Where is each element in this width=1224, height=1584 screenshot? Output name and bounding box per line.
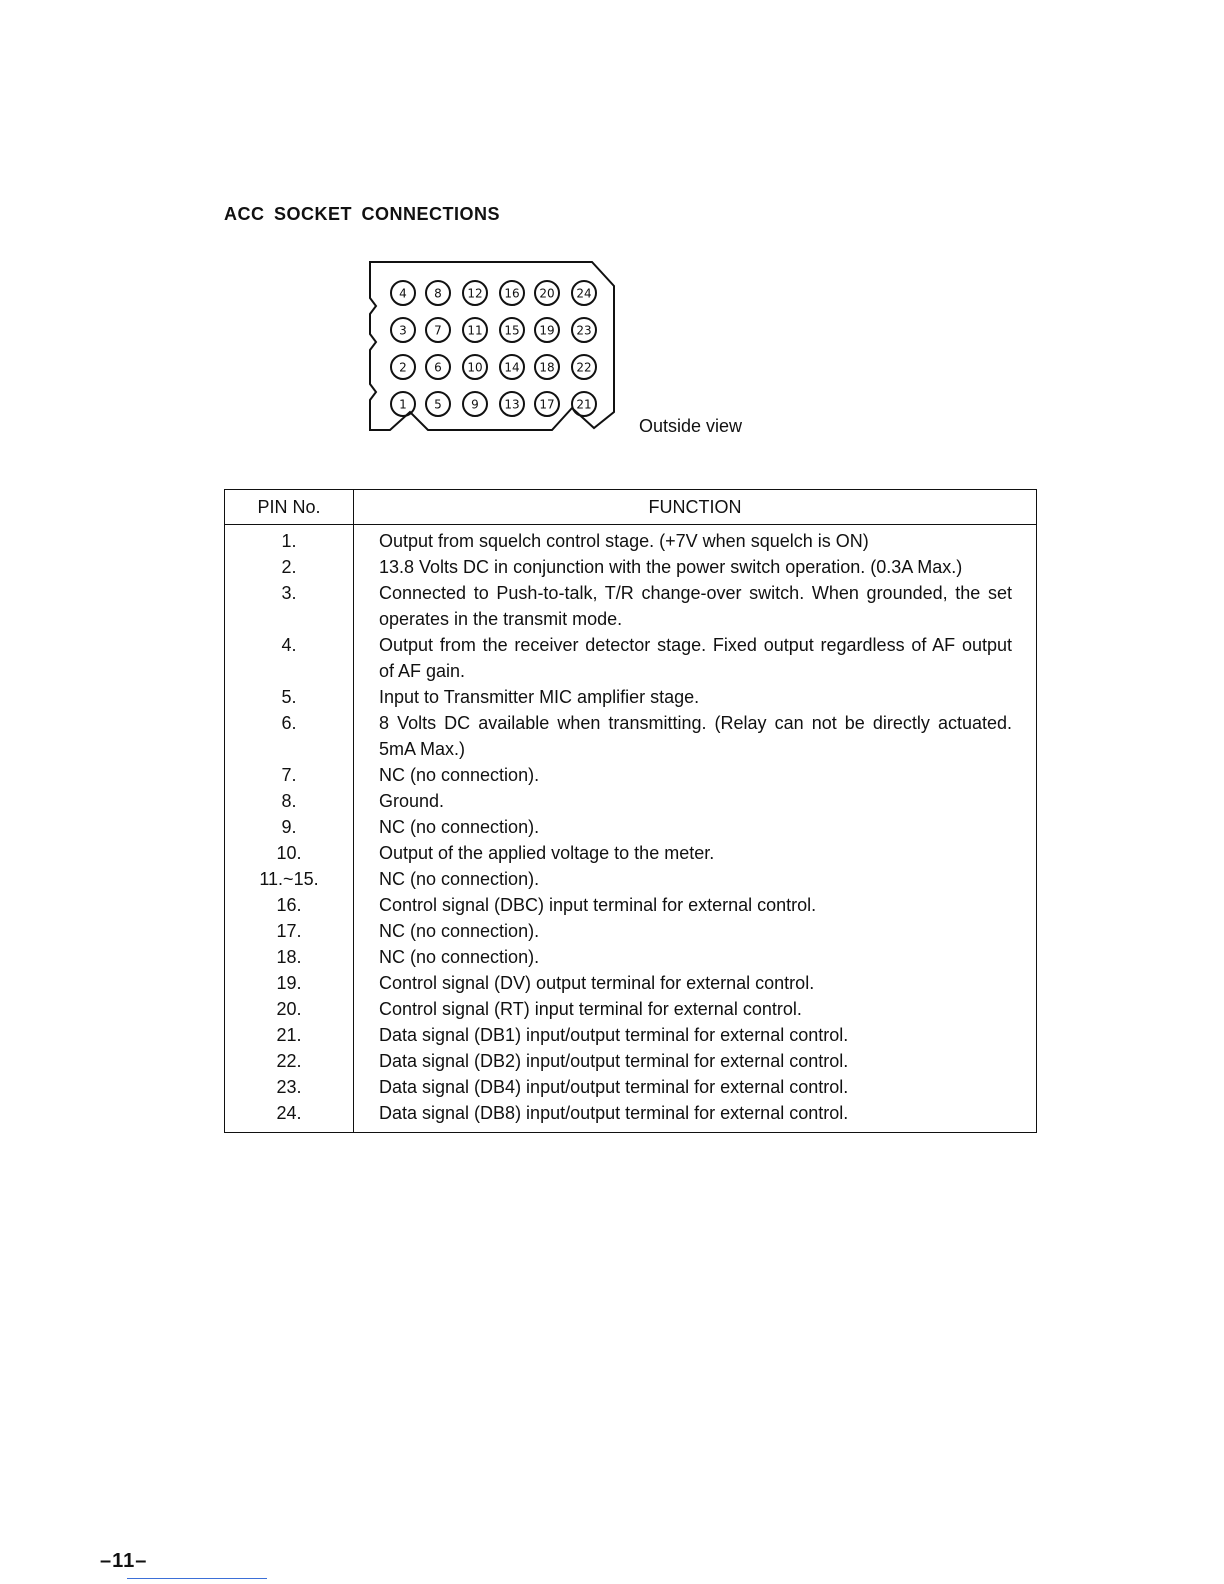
pin-grid	[391, 281, 596, 416]
socket-pin	[463, 318, 487, 342]
table-row	[225, 970, 1037, 996]
pin-number	[225, 866, 354, 892]
table-row	[225, 996, 1037, 1022]
table-row	[225, 788, 1037, 814]
pin-label: 21	[576, 397, 592, 412]
pin-function: Input to Transmitter MIC amplifier stage.	[379, 687, 700, 707]
page-number: –11–	[100, 1550, 148, 1572]
socket-pin	[500, 281, 524, 305]
pin-label: 14	[504, 360, 520, 375]
pin-number	[225, 918, 354, 944]
table-row	[225, 1074, 1037, 1100]
table-row	[225, 710, 1037, 762]
socket-pin	[535, 355, 559, 379]
pin-label: 3	[399, 323, 407, 338]
pin-number-text: 19.	[276, 973, 302, 993]
pin-label: 12	[467, 286, 483, 301]
pin-label: 20	[539, 286, 555, 301]
table-row	[225, 1100, 1037, 1133]
pin-label: 6	[434, 360, 442, 375]
pin-function: Ground.	[379, 791, 445, 811]
table-row	[225, 814, 1037, 840]
pin-number-text: 21.	[276, 1025, 302, 1045]
socket-pin	[535, 281, 559, 305]
socket-pin	[500, 355, 524, 379]
pin-label: 19	[539, 323, 555, 338]
socket-pin	[391, 355, 415, 379]
pin-function: NC (no connection).	[379, 817, 540, 837]
pin-number-text: 5.	[281, 687, 297, 707]
pin-number	[225, 1048, 354, 1074]
socket-pin	[500, 318, 524, 342]
socket-pin	[426, 318, 450, 342]
table-row	[225, 840, 1037, 866]
pin-number-text: 11.~15.	[259, 869, 319, 889]
pin-label: 9	[471, 397, 479, 412]
pin-number	[225, 710, 354, 762]
pin-number	[225, 996, 354, 1022]
socket-pin	[572, 281, 596, 305]
pin-function: NC (no connection).	[379, 947, 540, 967]
pin-function: Output from squelch control stage. (+7V when squelch is ON)	[379, 531, 869, 551]
pin-label: 2	[399, 360, 407, 375]
socket-pin	[535, 318, 559, 342]
section-title: ACC SOCKET CONNECTIONS	[224, 204, 501, 224]
pin-number	[225, 970, 354, 996]
pin-label: 17	[539, 397, 555, 412]
pin-function: 13.8 Volts DC in conjunction with the power switch operation. (0.3A Max.)	[379, 557, 963, 577]
pin-number-text: 16.	[276, 895, 302, 915]
pin-number-text: 8.	[281, 791, 297, 811]
pin-function: Control signal (DV) output terminal for external control.	[379, 973, 815, 993]
table-row	[225, 1048, 1037, 1074]
pin-number	[225, 1022, 354, 1048]
pin-number	[225, 762, 354, 788]
pin-function: NC (no connection).	[379, 921, 540, 941]
pin-number-text: 1.	[281, 531, 297, 551]
pin-function: 8 Volts DC available when transmitting. (Relay can not be directly actuated. 5mA Max.)	[379, 713, 1012, 759]
pin-number-text: 9.	[281, 817, 297, 837]
acc-socket-diagram	[366, 258, 622, 440]
socket-pin	[572, 318, 596, 342]
pin-function: Control signal (DBC) input terminal for external control.	[379, 895, 817, 915]
pin-function: Output of the applied voltage to the meter.	[379, 843, 715, 863]
header-function: FUNCTION	[354, 490, 1037, 525]
table-header-row	[225, 490, 1037, 525]
pin-number	[225, 944, 354, 970]
pin-number-text: 18.	[276, 947, 302, 967]
socket-pin	[426, 392, 450, 416]
table-row	[225, 684, 1037, 710]
pin-function: Data signal (DB1) input/output terminal for external control.	[379, 1025, 849, 1045]
pin-number	[225, 554, 354, 580]
pin-function: Data signal (DB2) input/output terminal for external control.	[379, 1051, 849, 1071]
table-row	[225, 918, 1037, 944]
socket-pin	[391, 318, 415, 342]
pin-function-table	[224, 489, 1037, 1133]
pin-function: Control signal (RT) input terminal for external control.	[379, 999, 802, 1019]
pin-label: 22	[576, 360, 592, 375]
pin-function: Connected to Push-to-talk, T/R change-over switch. When grounded, the set operates in the transmit mode.	[379, 583, 1012, 629]
table-row	[225, 632, 1037, 684]
pin-number-text: 10.	[276, 843, 302, 863]
pin-label: 23	[576, 323, 592, 338]
socket-pin	[535, 392, 559, 416]
pin-label: 24	[576, 286, 592, 301]
footer-line	[127, 1578, 267, 1579]
pin-number-text: 3.	[281, 583, 297, 603]
table-row	[225, 892, 1037, 918]
diagram-caption: Outside view	[639, 416, 743, 436]
pin-number-text: 22.	[276, 1051, 302, 1071]
socket-pin	[500, 392, 524, 416]
pin-function: Data signal (DB4) input/output terminal for external control.	[379, 1077, 849, 1097]
pin-number	[225, 840, 354, 866]
socket-pin	[391, 281, 415, 305]
header-pin-no: PIN No.	[225, 490, 354, 525]
pin-label: 7	[434, 323, 442, 338]
pin-label: 11	[467, 323, 483, 338]
socket-pin	[463, 392, 487, 416]
pin-number	[225, 632, 354, 684]
pin-number	[225, 788, 354, 814]
pin-number	[225, 1100, 354, 1133]
pin-number	[225, 814, 354, 840]
table-row	[225, 554, 1037, 580]
pin-number	[225, 580, 354, 632]
pin-label: 5	[434, 397, 442, 412]
pin-number-text: 17.	[276, 921, 302, 941]
pin-number	[225, 892, 354, 918]
table-row	[225, 1022, 1037, 1048]
socket-pin	[426, 281, 450, 305]
pin-label: 1	[399, 397, 407, 412]
table-row	[225, 762, 1037, 788]
pin-label: 18	[539, 360, 555, 375]
pin-function: Output from the receiver detector stage. Fixed output regardless of AF output of AF gain.	[379, 635, 1012, 681]
pin-function: NC (no connection).	[379, 765, 540, 785]
pin-number-text: 7.	[281, 765, 297, 785]
pin-label: 4	[399, 286, 407, 301]
pin-number-text: 24.	[276, 1103, 302, 1123]
pin-label: 15	[504, 323, 520, 338]
pin-label: 10	[467, 360, 483, 375]
table-row	[225, 944, 1037, 970]
socket-pin	[572, 355, 596, 379]
pin-function: Data signal (DB8) input/output terminal for external control.	[379, 1103, 849, 1123]
pin-label: 8	[434, 286, 442, 301]
pin-number-text: 4.	[281, 635, 297, 655]
pin-number-text: 20.	[276, 999, 302, 1019]
table-row	[225, 580, 1037, 632]
pin-number	[225, 1074, 354, 1100]
pin-number	[225, 525, 354, 555]
socket-pin	[572, 392, 596, 416]
pin-function: NC (no connection).	[379, 869, 540, 889]
table-body	[225, 525, 1037, 1133]
socket-pin	[391, 392, 415, 416]
pin-label: 16	[504, 286, 520, 301]
pin-number-text: 6.	[281, 713, 297, 733]
pin-label: 13	[504, 397, 520, 412]
socket-pin	[463, 355, 487, 379]
pin-number-text: 23.	[276, 1077, 302, 1097]
table-row	[225, 525, 1037, 555]
socket-pin	[463, 281, 487, 305]
table-row	[225, 866, 1037, 892]
pin-number	[225, 684, 354, 710]
pin-number-text: 2.	[281, 557, 297, 577]
socket-pin	[426, 355, 450, 379]
